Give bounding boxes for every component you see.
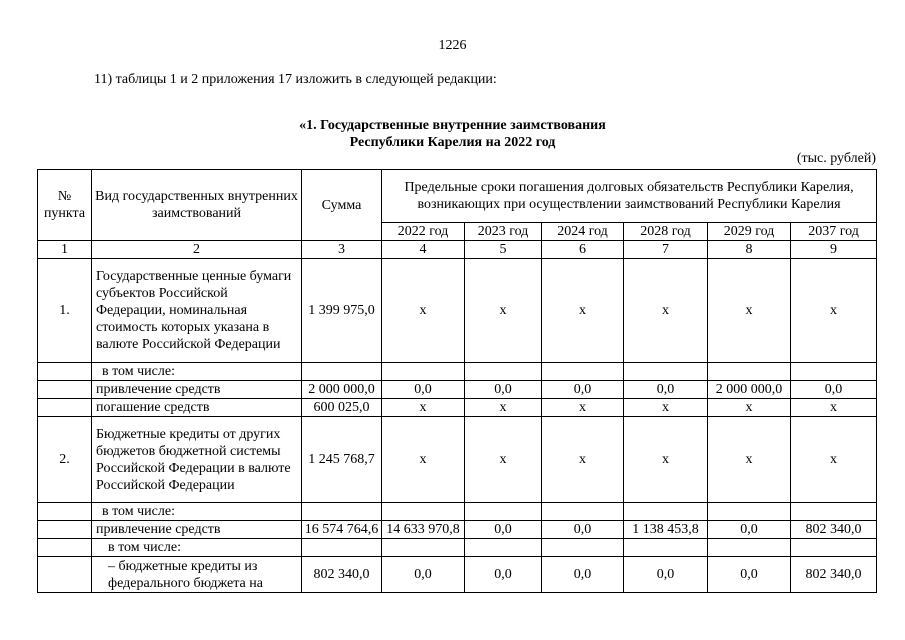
row-name: привлечение средств bbox=[92, 521, 302, 539]
row-value: 0,0 bbox=[708, 521, 791, 539]
row-value: 0,0 bbox=[624, 557, 708, 593]
row-sum: 1 399 975,0 bbox=[302, 259, 382, 363]
table-row bbox=[38, 503, 877, 521]
row-value: 1 138 453,8 bbox=[624, 521, 708, 539]
row-num: 2. bbox=[38, 417, 92, 503]
header-terms: Предельные сроки погашения долговых обязательств Республики Карелия, возникающих при осуществлении заимствований Республики Карелия bbox=[382, 170, 877, 223]
instruction-text: 11) таблицы 1 и 2 приложения 17 изложить в следующей редакции: bbox=[94, 72, 497, 87]
table-title-line1: «1. Государственные внутренние заимствования bbox=[299, 118, 606, 133]
column-number: 2 bbox=[92, 241, 302, 259]
row-value bbox=[542, 363, 624, 381]
row-name: в том числе: bbox=[92, 539, 302, 557]
column-number: 7 bbox=[624, 241, 708, 259]
table-row bbox=[38, 363, 877, 381]
row-value: x bbox=[708, 259, 791, 363]
row-value bbox=[624, 539, 708, 557]
row-value: 0,0 bbox=[542, 381, 624, 399]
row-num: 1. bbox=[38, 259, 92, 363]
header-sum: Сумма bbox=[302, 170, 382, 241]
row-value: 0,0 bbox=[542, 557, 624, 593]
row-value: 802 340,0 bbox=[791, 557, 877, 593]
row-value: x bbox=[624, 259, 708, 363]
header-year: 2023 год bbox=[465, 223, 542, 241]
table-row bbox=[38, 521, 877, 539]
row-value: x bbox=[791, 417, 877, 503]
row-value: 0,0 bbox=[791, 381, 877, 399]
row-value: x bbox=[382, 399, 465, 417]
units-label: (тыс. рублей) bbox=[796, 151, 876, 166]
column-numbers-row bbox=[38, 241, 877, 259]
header-year: 2024 год bbox=[542, 223, 624, 241]
row-name: привлечение средств bbox=[92, 381, 302, 399]
row-value: 0,0 bbox=[542, 521, 624, 539]
row-value bbox=[791, 363, 877, 381]
row-value bbox=[708, 363, 791, 381]
row-value: x bbox=[624, 399, 708, 417]
header-year: 2029 год bbox=[708, 223, 791, 241]
row-value: x bbox=[465, 417, 542, 503]
row-value bbox=[382, 363, 465, 381]
row-name: в том числе: bbox=[92, 363, 302, 381]
row-value: 0,0 bbox=[382, 381, 465, 399]
row-value: x bbox=[382, 259, 465, 363]
row-value bbox=[382, 503, 465, 521]
row-value bbox=[542, 539, 624, 557]
row-value bbox=[542, 503, 624, 521]
header-row-1 bbox=[38, 170, 877, 223]
row-value bbox=[465, 503, 542, 521]
row-value: 0,0 bbox=[708, 557, 791, 593]
row-value: x bbox=[791, 259, 877, 363]
table-title-line2: Республики Карелия на 2022 год bbox=[349, 135, 556, 150]
table-row bbox=[38, 399, 877, 417]
row-value: x bbox=[542, 259, 624, 363]
row-value: x bbox=[708, 417, 791, 503]
row-value bbox=[708, 503, 791, 521]
row-value: x bbox=[791, 399, 877, 417]
row-value: x bbox=[465, 259, 542, 363]
row-value bbox=[465, 539, 542, 557]
header-year: 2037 год bbox=[791, 223, 877, 241]
row-value bbox=[708, 539, 791, 557]
row-name: Бюджетные кредиты от других бюджетов бюджетной системы Российской Федерации в валюте Российской Федерации bbox=[92, 417, 302, 503]
row-num bbox=[38, 521, 92, 539]
row-value: 0,0 bbox=[465, 521, 542, 539]
row-num bbox=[38, 557, 92, 593]
row-name: – бюджетные кредиты из федерального бюджета на bbox=[92, 557, 302, 593]
table-row bbox=[38, 381, 877, 399]
table-row bbox=[38, 417, 877, 503]
header-kind: Вид государственных внутренних заимствований bbox=[92, 170, 302, 241]
row-sum: 600 025,0 bbox=[302, 399, 382, 417]
table-row bbox=[38, 557, 877, 593]
column-number: 3 bbox=[302, 241, 382, 259]
column-number: 5 bbox=[465, 241, 542, 259]
row-sum bbox=[302, 503, 382, 521]
row-value bbox=[791, 503, 877, 521]
table-title bbox=[0, 117, 905, 151]
column-number: 9 bbox=[791, 241, 877, 259]
row-value: x bbox=[382, 417, 465, 503]
column-number: 1 bbox=[38, 241, 92, 259]
row-sum bbox=[302, 539, 382, 557]
column-number: 8 bbox=[708, 241, 791, 259]
row-name: в том числе: bbox=[92, 503, 302, 521]
table-row bbox=[38, 539, 877, 557]
row-value: 0,0 bbox=[382, 557, 465, 593]
row-value bbox=[465, 363, 542, 381]
row-value: 802 340,0 bbox=[791, 521, 877, 539]
row-value bbox=[382, 539, 465, 557]
row-value: x bbox=[708, 399, 791, 417]
row-value bbox=[624, 503, 708, 521]
row-value: 0,0 bbox=[624, 381, 708, 399]
row-sum bbox=[302, 363, 382, 381]
header-num: № пункта bbox=[38, 170, 92, 241]
row-num bbox=[38, 363, 92, 381]
row-num bbox=[38, 539, 92, 557]
row-value: x bbox=[465, 399, 542, 417]
page-number: 1226 bbox=[438, 38, 467, 53]
row-name: Государственные ценные бумаги субъектов Российской Федерации, номинальная стоимость которых указана в валюте Российской Федерации bbox=[92, 259, 302, 363]
row-value: x bbox=[542, 399, 624, 417]
row-sum: 802 340,0 bbox=[302, 557, 382, 593]
column-number: 4 bbox=[382, 241, 465, 259]
row-name: погашение средств bbox=[92, 399, 302, 417]
borrowings-table bbox=[37, 169, 877, 593]
row-value: x bbox=[542, 417, 624, 503]
header-year: 2028 год bbox=[624, 223, 708, 241]
row-value bbox=[791, 539, 877, 557]
row-num bbox=[38, 503, 92, 521]
row-value: 0,0 bbox=[465, 381, 542, 399]
row-sum: 16 574 764,6 bbox=[302, 521, 382, 539]
row-value: x bbox=[624, 417, 708, 503]
row-value bbox=[624, 363, 708, 381]
header-year: 2022 год bbox=[382, 223, 465, 241]
table-row bbox=[38, 259, 877, 363]
row-value: 2 000 000,0 bbox=[708, 381, 791, 399]
row-value: 0,0 bbox=[465, 557, 542, 593]
row-value: 14 633 970,8 bbox=[382, 521, 465, 539]
row-num bbox=[38, 399, 92, 417]
row-num bbox=[38, 381, 92, 399]
column-number: 6 bbox=[542, 241, 624, 259]
row-sum: 1 245 768,7 bbox=[302, 417, 382, 503]
row-sum: 2 000 000,0 bbox=[302, 381, 382, 399]
